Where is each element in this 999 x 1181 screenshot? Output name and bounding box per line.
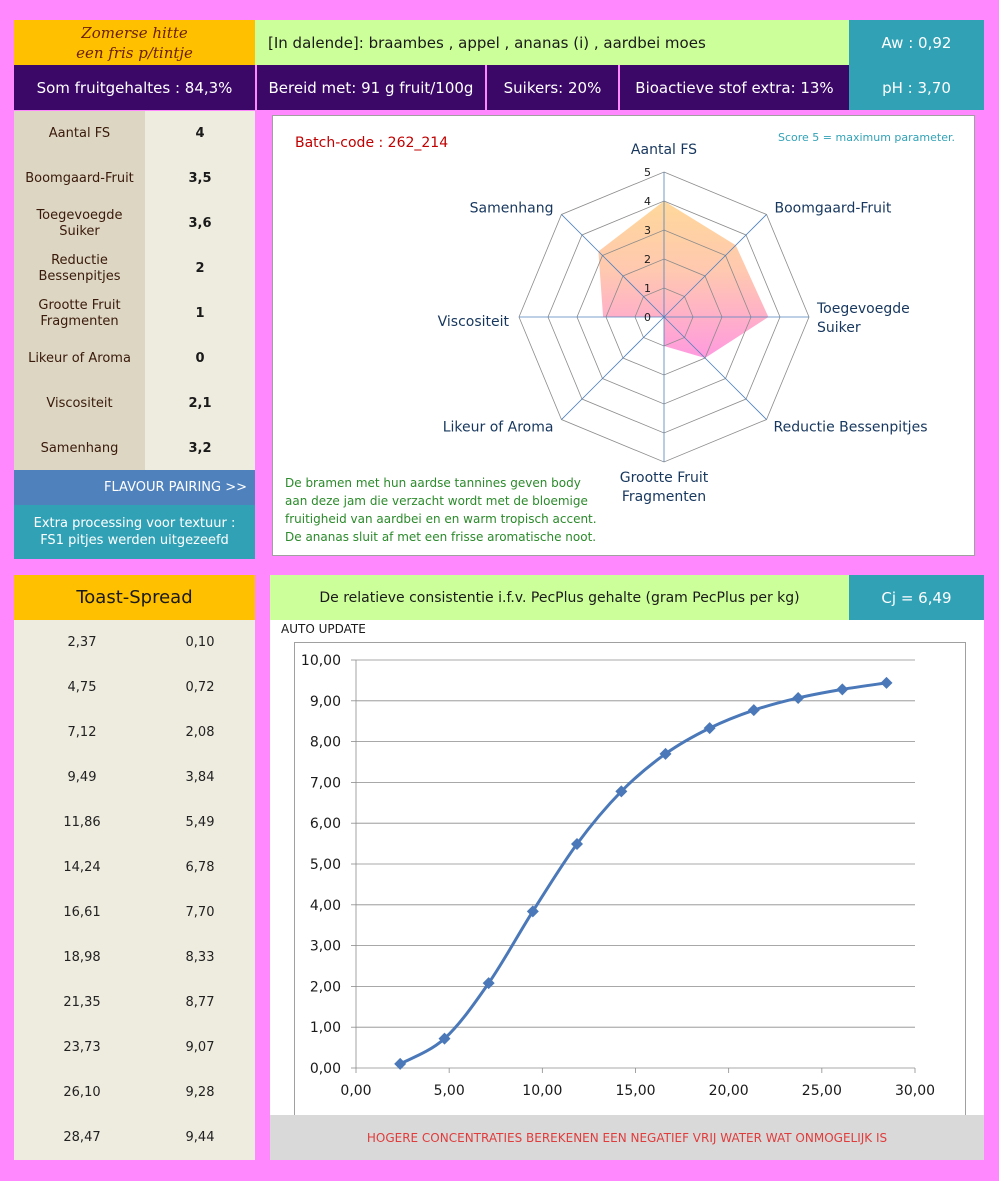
radar-axis-label-line: Grootte Fruit	[619, 470, 709, 486]
x-tick-label: 30,00	[894, 1083, 936, 1099]
prepared-text: Bereid met: 91 g fruit/100g	[268, 78, 474, 97]
product-type-header	[14, 575, 255, 620]
radar-tick-label: 3	[644, 224, 651, 237]
table-cell-y: 5,49	[185, 815, 215, 830]
table-cell-x: 18,98	[63, 950, 101, 965]
parameter-name: Samenhang	[40, 440, 119, 456]
y-tick-label: 1,00	[309, 1020, 341, 1037]
auto-update-label: AUTO UPDATE	[281, 622, 366, 636]
description-block	[285, 474, 597, 546]
extra-processing-note	[14, 505, 255, 559]
y-tick-label: 6,00	[309, 816, 341, 833]
parameter-name: Grootte Fruit Fragmenten	[38, 297, 121, 329]
radar-axis-label-line: Suiker	[817, 320, 861, 336]
y-tick-label: 3,00	[309, 938, 341, 955]
radar-axis-label	[470, 200, 554, 216]
title-line-1: Zomerse hitte	[81, 23, 188, 42]
description-line-2: aan deze jam die verzacht wordt met de bloemige	[285, 494, 588, 508]
parameter-name: Viscositeit	[46, 395, 113, 411]
radar-axis-label-line: Reductie Bessenpitjes	[773, 419, 928, 436]
table-cell-y: 9,44	[185, 1130, 215, 1145]
warning-text: HOGERE CONCENTRATIES BEREKENEN EEN NEGATIEF VRIJ WATER WAT ONMOGELIJK IS	[366, 1130, 888, 1145]
product-title	[14, 20, 255, 65]
consistency-title-text: De relatieve consistentie i.f.v. PecPlus gehalte (gram PecPlus per kg)	[319, 589, 800, 606]
radar-tick-label: 2	[644, 253, 651, 266]
table-cell-y: 0,72	[185, 680, 215, 695]
radar-tick-label: 5	[644, 166, 651, 179]
flavour-pairing-button[interactable]	[14, 470, 255, 505]
table-cell-y: 8,33	[185, 950, 215, 965]
parameter-value: 2,1	[188, 396, 212, 411]
ingredients-text: [In dalende]: braambes , appel , ananas (i) , aardbei moes	[268, 33, 706, 52]
parameter-name: Reductie Bessenpitjes	[38, 252, 121, 284]
y-tick-label: 2,00	[309, 979, 341, 996]
prepared-with	[257, 65, 485, 110]
radar-axis-label	[438, 314, 510, 330]
radar-axis-label-line: Aantal FS	[630, 142, 698, 158]
x-tick-label: 15,00	[615, 1083, 656, 1099]
parameter-value: 3,5	[188, 171, 212, 186]
radar-axis-label-line: Likeur of Aroma	[442, 419, 554, 436]
y-tick-label: 4,00	[309, 897, 341, 914]
radar-tick-label: 4	[644, 195, 651, 208]
fruit-total-text: Som fruitgehaltes : 84,3%	[36, 78, 233, 97]
parameter-name: Toegevoegde Suiker	[36, 207, 123, 239]
title-line-2: een fris p/tintje	[76, 43, 193, 62]
table-cell-x: 9,49	[67, 770, 97, 785]
parameter-value: 1	[195, 306, 205, 321]
data-point	[748, 704, 760, 716]
table-cell-x: 14,24	[63, 860, 101, 875]
table-cell-x: 16,61	[63, 905, 101, 920]
aw-text: Aw : 0,92	[881, 33, 952, 52]
radar-axis-label	[774, 420, 928, 436]
y-tick-label: 7,00	[309, 775, 341, 792]
table-cell-y: 3,84	[185, 770, 215, 785]
table-cell-y: 2,08	[185, 725, 215, 740]
cj-text: Cj = 6,49	[881, 588, 952, 607]
batch-code: Batch-code : 262_214	[295, 135, 449, 151]
cj-value	[849, 575, 984, 620]
table-cell-y: 6,78	[185, 860, 215, 875]
radar-axis-label	[775, 200, 892, 216]
consistency-title-bar	[270, 575, 849, 620]
table-cell-y: 8,77	[185, 995, 215, 1010]
table-cell-x: 28,47	[63, 1130, 101, 1145]
y-tick-label: 10,00	[300, 653, 341, 669]
parameter-name: Aantal FS	[48, 125, 111, 141]
radar-chart-panel	[272, 115, 975, 556]
parameter-name: Boomgaard-Fruit	[25, 170, 134, 186]
data-point	[792, 692, 804, 704]
sugars-text: Suikers: 20%	[503, 78, 602, 97]
radar-axis-label-line: Fragmenten	[621, 489, 707, 505]
x-tick-label: 10,00	[522, 1083, 563, 1099]
table-cell-x: 4,75	[67, 680, 97, 695]
radar-axis-label	[443, 420, 554, 436]
description-line-1: De bramen met hun aardse tannines geven body	[285, 476, 581, 490]
parameter-value: 0	[195, 351, 205, 366]
y-tick-label: 5,00	[309, 857, 341, 873]
bioactive	[620, 65, 849, 110]
aw-value	[849, 20, 984, 65]
sugars	[487, 65, 618, 110]
parameter-value: 3,2	[188, 441, 212, 456]
table-cell-x: 2,37	[67, 635, 97, 650]
parameter-value: 3,6	[188, 216, 212, 231]
ingredients-bar	[255, 20, 849, 65]
ph-value	[849, 65, 984, 110]
x-tick-label: 25,00	[801, 1083, 842, 1099]
data-point	[836, 683, 848, 695]
y-tick-label: 9,00	[309, 693, 341, 710]
table-cell-x: 23,73	[63, 1040, 101, 1055]
warning-bar	[270, 1115, 984, 1160]
fruit-total	[14, 65, 255, 110]
radar-tick-label: 1	[644, 282, 651, 295]
radar-axis-label	[816, 301, 910, 336]
table-cell-y: 9,07	[185, 1040, 215, 1055]
extra-processing-text: Extra processing voor textuur : FS1 pitjes werden uitgezeefd	[33, 516, 236, 548]
parameter-value: 2	[195, 261, 205, 276]
line-chart	[270, 620, 984, 1115]
radar-data-area	[598, 201, 768, 358]
score-note: Score 5 = maximum parameter.	[778, 131, 955, 144]
x-tick-label: 20,00	[708, 1083, 749, 1099]
y-tick-label: 8,00	[309, 734, 341, 751]
table-cell-x: 21,35	[63, 995, 101, 1010]
series-line	[400, 683, 886, 1064]
description-line-4: De ananas sluit af met een frisse aromatische noot.	[285, 530, 597, 544]
radar-axis-label-line: Boomgaard-Fruit	[774, 200, 892, 217]
bioactive-text: Bioactieve stof extra: 13%	[635, 78, 834, 97]
parameter-name: Likeur of Aroma	[28, 350, 131, 366]
table-cell-x: 26,10	[63, 1085, 101, 1100]
radar-axis-label-line: Viscositeit	[437, 314, 509, 330]
table-cell-x: 11,86	[63, 815, 101, 830]
parameter-value: 4	[195, 126, 205, 141]
table-cell-y: 9,28	[185, 1085, 215, 1100]
line-chart-panel	[270, 620, 984, 1115]
radar-axis-label-line: Toegevoegde	[817, 301, 910, 317]
radar-tick-label: 0	[644, 311, 651, 324]
table-cell-x: 7,12	[67, 725, 97, 740]
data-point	[704, 722, 716, 734]
y-tick-label: 0,00	[309, 1061, 341, 1077]
flavour-pairing-label: FLAVOUR PAIRING >>	[104, 480, 247, 495]
product-type-text: Toast-Spread	[76, 587, 193, 608]
description-line-3: fruitigheid van aardbei en en warm tropisch accent.	[285, 512, 597, 526]
radar-axis-label	[631, 142, 697, 158]
data-point	[880, 677, 892, 689]
x-tick-label: 0,00	[340, 1083, 372, 1099]
x-tick-label: 5,00	[433, 1083, 465, 1099]
radar-axis-label	[620, 470, 709, 505]
radar-axis-label-line: Samenhang	[469, 200, 554, 217]
table-cell-y: 7,70	[185, 905, 215, 920]
table-cell-y: 0,10	[185, 635, 215, 650]
ph-text: pH : 3,70	[882, 78, 951, 97]
